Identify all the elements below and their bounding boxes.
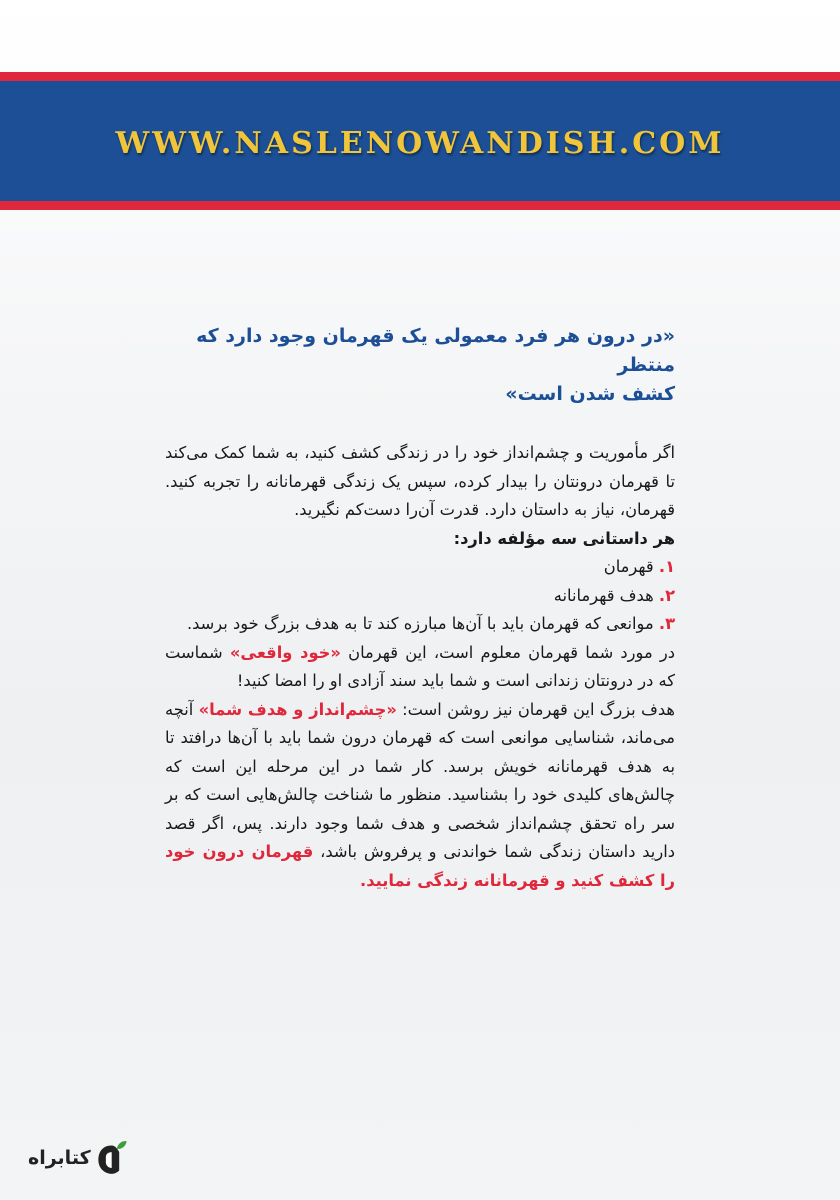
paragraph-text: آنچه می‌ماند، شناسایی موانعی است که قهرمان درون شما باید با آن‌ها درافتد تا به هدف قهرمانانه خویش برسد. کار شما در این مرحله این است که چالش‌های کلیدی خود را بشناسید. منظور ما شناخت چالش‌هایی است که بر سر راه تحقق چشم‌انداز شخصی و هدف شما وجود دارند. پس، اگر قصد دارید داستان زندگی شما خواندنی و پرفروش باشد،: [165, 699, 675, 861]
quote-line-1: «در درون هر فرد معمولی یک قهرمان وجود دارد که منتظر: [196, 325, 675, 376]
quote-line-2: کشف شدن است»: [505, 383, 675, 405]
highlight-vision: «چشم‌انداز و هدف شما»: [198, 699, 397, 719]
page-content: [165, 322, 675, 895]
intro-paragraph: اگر مأموریت و چشم‌انداز خود را در زندگی کشف کنید، به شما کمک می‌کند تا قهرمان درونتان را بیدار کرده، سپس یک زندگی قهرمانانه را تجربه کنید. قهرمان، نیاز به داستان دارد. قدرت آن‌را دست‌کم نگیرید.: [165, 443, 675, 519]
paragraph-text: هدف بزرگ این قهرمان نیز روشن است:: [402, 699, 675, 719]
paragraph-text: در مورد شما قهرمان معلوم است، این قهرمان: [348, 642, 675, 662]
paragraph-true-self: [165, 639, 675, 696]
list-item: [165, 553, 675, 582]
highlight-true-self: «خود واقعی»: [229, 642, 341, 662]
paragraph-text: شماست که در درونتان زندانی است و شما باید سند آزادی او را امضا کنید!: [165, 642, 675, 690]
list-number: ۱.: [658, 557, 675, 576]
ketabrah-logo: [28, 1130, 128, 1186]
authors-heading: هر داستانی سه مؤلفه دارد:: [453, 528, 675, 548]
list-item: [165, 610, 675, 639]
list-text: هدف قهرمانانه: [553, 585, 654, 605]
logo-text: کتابراه: [28, 1147, 91, 1169]
list-item: [165, 582, 675, 611]
list-text: موانعی که قهرمان باید با آن‌ها مبارزه کند تا به هدف بزرگ خود برسد.: [186, 614, 654, 633]
paragraph-vision: [165, 696, 675, 896]
list-number: ۳.: [658, 614, 675, 633]
header-banner: [0, 72, 840, 210]
website-url: WWW.NASLENOWANDISH.COM: [115, 125, 725, 161]
book-leaf-icon: [95, 1135, 128, 1181]
quote-heading: [165, 322, 675, 409]
list-number: ۲.: [658, 585, 675, 605]
list-text: قهرمان: [603, 557, 654, 576]
highlight-conclusion: قهرمان درون خود را کشف کنید و قهرمانانه زندگی نمایید.: [165, 842, 675, 890]
